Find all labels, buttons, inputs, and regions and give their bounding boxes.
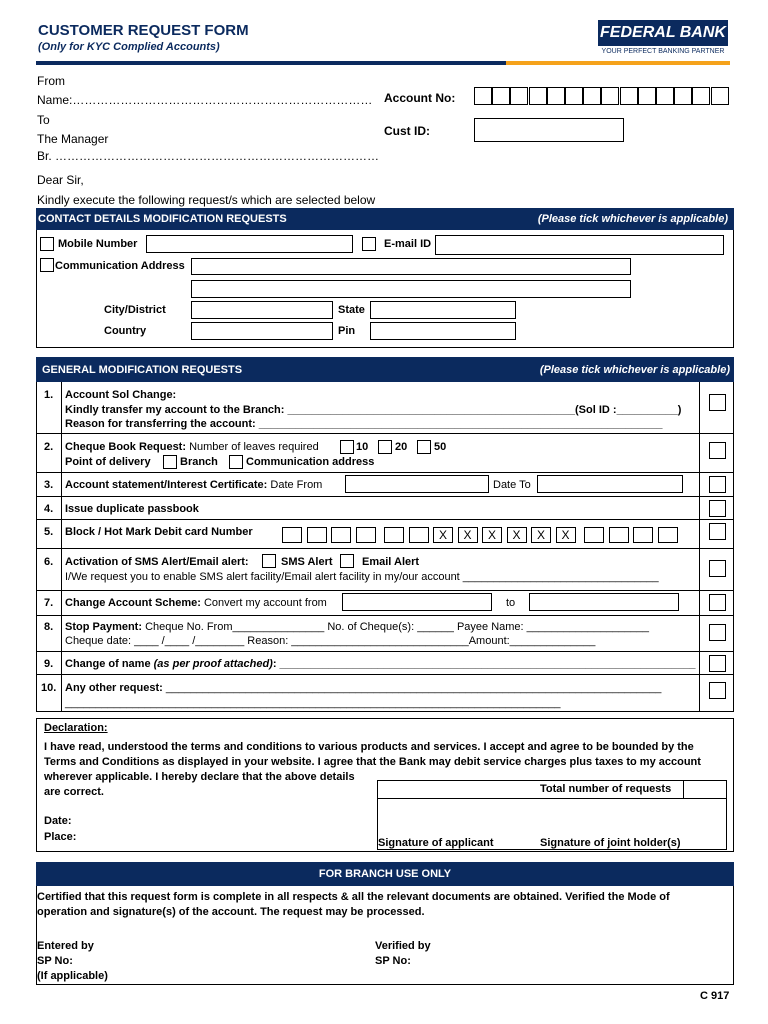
declaration-heading: Declaration:: [44, 722, 108, 734]
row-8-line1[interactable]: [65, 621, 649, 633]
row-1-number: 1.: [44, 389, 54, 401]
row-1-reason-line[interactable]: Reason for transferring the account: __________________________________________________________________: [65, 418, 663, 430]
contact-header: [36, 208, 734, 230]
declaration-text-4: are correct.: [44, 786, 104, 798]
delivery-branch-checkbox[interactable]: [163, 455, 177, 469]
verified-sp-label: SP No:: [375, 955, 411, 967]
row-sep: [36, 433, 734, 434]
card-digit-masked[interactable]: X: [482, 527, 502, 543]
intro-text: Kindly execute the following request/s which are selected below: [37, 193, 376, 207]
email-label: E-mail ID: [384, 238, 432, 250]
signature-joint-label: Signature of joint holder(s): [540, 837, 681, 849]
email-alert-checkbox[interactable]: [340, 554, 354, 568]
row-2-line1: [65, 441, 319, 453]
contact-note: (Please tick whichever is applicable): [537, 213, 728, 225]
bank-logo-text: FEDERAL BANK: [598, 20, 728, 46]
form-code: C 917: [700, 990, 730, 1002]
row-3-line: [65, 479, 322, 491]
row-9-line[interactable]: [65, 658, 696, 670]
row-7-tick[interactable]: [709, 594, 726, 611]
row-4-number: 4.: [44, 503, 54, 515]
branch-use-text-2: operation and signature(s) of the account. The request may be processed.: [37, 906, 425, 918]
leaves-50-label: 50: [434, 441, 447, 453]
account-no-cell[interactable]: [601, 87, 619, 105]
account-no-cell[interactable]: [529, 87, 547, 105]
card-number-field[interactable]: [282, 527, 682, 544]
country-input[interactable]: [191, 322, 333, 340]
date-to-label: Date To: [493, 479, 531, 491]
account-no-cell[interactable]: [547, 87, 565, 105]
row-3-tick[interactable]: [709, 476, 726, 493]
country-label: Country: [104, 325, 147, 337]
row-7-number: 7.: [44, 597, 54, 609]
row-10-label: Any other request:: [65, 682, 163, 694]
address-line-1[interactable]: [191, 258, 631, 275]
comm-address-label: Communication Address: [55, 260, 185, 272]
name-line[interactable]: Name:…………………………………………………………………: [37, 93, 373, 107]
row-1-branch-line[interactable]: [65, 404, 681, 416]
account-no-cell[interactable]: [692, 87, 710, 105]
card-digit-cell[interactable]: [609, 527, 629, 543]
row-6-number: 6.: [44, 556, 54, 568]
leaves-10-label: 10: [356, 441, 369, 453]
row-10-line[interactable]: [65, 682, 661, 694]
row-3-from: Date From: [270, 479, 323, 491]
row-sep: [36, 651, 734, 652]
account-no-cell[interactable]: [638, 87, 656, 105]
declaration-text-2: Terms and Conditions as displayed in your website. I agree that the Bank may debit service charges plus taxes to my account: [44, 756, 701, 768]
row-sep: [36, 472, 734, 473]
leaves-10-checkbox[interactable]: [340, 440, 354, 454]
declaration-text-1: I have read, understood the terms and conditions to various products and services. I accept and agree to be bounded by the: [44, 741, 694, 753]
scheme-from-input[interactable]: [342, 593, 492, 611]
mobile-input[interactable]: [146, 235, 353, 253]
row-6-label: Activation of SMS Alert/Email alert:: [65, 556, 249, 568]
row-1-title: Account Sol Change:: [65, 389, 177, 401]
account-no-label: Account No:: [384, 91, 456, 105]
card-digit-masked[interactable]: X: [507, 527, 527, 543]
account-no-cell[interactable]: [656, 87, 674, 105]
declaration-text-3: wherever applicable. I hereby declare that the above details: [44, 771, 355, 783]
row-2-text: Number of leaves required: [189, 441, 319, 453]
sms-alert-label: SMS Alert: [281, 556, 333, 568]
account-no-cell[interactable]: [711, 87, 729, 105]
row-7-line: [65, 597, 327, 609]
email-checkbox[interactable]: [362, 237, 376, 251]
row-8-tick[interactable]: [709, 624, 726, 641]
row-5-tick[interactable]: [709, 523, 726, 540]
card-digit-masked[interactable]: X: [556, 527, 576, 543]
account-no-cell[interactable]: [510, 87, 528, 105]
cust-id-field[interactable]: [474, 118, 624, 142]
row-5-number: 5.: [44, 526, 54, 538]
sms-alert-checkbox[interactable]: [262, 554, 276, 568]
card-digit-masked[interactable]: X: [531, 527, 551, 543]
row-sep: [36, 548, 734, 549]
place-label: Place:: [44, 831, 77, 843]
delivery-label: Point of delivery: [65, 456, 151, 468]
city-input[interactable]: [191, 301, 333, 319]
row-9-tick[interactable]: [709, 655, 726, 672]
account-no-cell[interactable]: [565, 87, 583, 105]
card-digit-cell[interactable]: [409, 527, 429, 543]
row-1-tick[interactable]: [709, 394, 726, 411]
verified-by-label: Verified by: [375, 940, 431, 952]
row-sep: [36, 590, 734, 591]
address-line-2[interactable]: [191, 280, 631, 298]
delivery-comm-checkbox[interactable]: [229, 455, 243, 469]
row-6-account-line[interactable]: I/We request you to enable SMS alert facility/Email alert facility in my/our account ________________________________: [65, 571, 659, 583]
general-note: (Please tick whichever is applicable): [539, 364, 730, 376]
comm-address-checkbox[interactable]: [40, 258, 54, 272]
account-no-cell[interactable]: [492, 87, 510, 105]
pin-label: Pin: [338, 325, 356, 337]
account-no-cell[interactable]: [674, 87, 692, 105]
mobile-checkbox[interactable]: [40, 237, 54, 251]
row-7-label: Change Account Scheme:: [65, 597, 201, 609]
state-label: State: [338, 304, 365, 316]
row-2-label: Cheque Book Request:: [65, 441, 187, 453]
row-sep: [36, 519, 734, 520]
delivery-comm-label: Communication address: [246, 456, 375, 468]
tick-col-divider: [699, 382, 700, 712]
bank-logo: [598, 20, 728, 58]
branch-use-heading: FOR BRANCH USE ONLY: [318, 868, 452, 880]
entered-sp-label: SP No:: [37, 955, 73, 967]
branch-line[interactable]: Br. ………………………………………………………………………: [37, 149, 380, 163]
header-rule-navy: [36, 61, 506, 65]
date-from-input[interactable]: [345, 475, 489, 493]
row-2-tick[interactable]: [709, 442, 726, 459]
row-4-label: Issue duplicate passbook: [65, 503, 199, 515]
date-to-input[interactable]: [537, 475, 683, 493]
total-requests-label: Total number of requests: [540, 783, 672, 795]
row-10-number: 10.: [41, 682, 57, 694]
row-3-number: 3.: [44, 479, 54, 491]
row-10-tick[interactable]: [709, 682, 726, 699]
row-9-rest: : ____________________________________________________________________: [272, 658, 696, 670]
row-10-line2[interactable]: _________________________________________________________________________________: [65, 697, 561, 709]
card-digit-cell[interactable]: [307, 527, 327, 543]
entered-by-label: Entered by: [37, 940, 94, 952]
card-digit-masked[interactable]: X: [433, 527, 453, 543]
delivery-branch-label: Branch: [180, 456, 218, 468]
row-3-label: Account statement/Interest Certificate:: [65, 479, 268, 491]
card-digit-cell[interactable]: [658, 527, 678, 543]
row-9-italic: (as per proof attached): [153, 658, 273, 670]
total-requests-input[interactable]: [684, 781, 726, 797]
card-digit-cell[interactable]: [356, 527, 376, 543]
row-1-branch-text: Kindly transfer my account to the Branch: _______________________________________________(Sol ID :__________): [65, 404, 682, 416]
scheme-to-label: to: [506, 597, 516, 609]
row-sep: [36, 674, 734, 675]
contact-heading: CONTACT DETAILS MODIFICATION REQUESTS: [38, 213, 287, 225]
account-no-cell[interactable]: [474, 87, 492, 105]
row-8-line2[interactable]: Cheque date: ____ /____ /________ Reason: _____________________________Amount:______________: [65, 635, 596, 647]
bank-logo-tagline: YOUR PERFECT BANKING PARTNER: [601, 48, 725, 55]
manager-label: The Manager: [37, 132, 109, 146]
to-label: To: [37, 113, 50, 127]
salutation: Dear Sir,: [37, 173, 84, 187]
card-digit-cell[interactable]: [633, 527, 653, 543]
row-sep: [36, 615, 734, 616]
total-row-line: [377, 798, 727, 799]
card-digit-masked[interactable]: X: [458, 527, 478, 543]
leaves-20-label: 20: [395, 441, 408, 453]
row-4-tick[interactable]: [709, 500, 726, 517]
leaves-50-checkbox[interactable]: [417, 440, 431, 454]
row-5-label: Block / Hot Mark Debit card Number: [65, 526, 253, 538]
state-input[interactable]: [370, 301, 516, 319]
row-10-underline: _________________________________________________________________________________: [165, 682, 662, 694]
card-digit-cell[interactable]: [384, 527, 404, 543]
account-no-cell[interactable]: [620, 87, 638, 105]
account-no-cell[interactable]: [583, 87, 601, 105]
form-title: CUSTOMER REQUEST FORM: [38, 22, 249, 39]
header-rule-orange: [506, 61, 730, 65]
row-2-number: 2.: [44, 441, 54, 453]
branch-use-text-1: Certified that this request form is complete in all respects & all the relevant documents are obtained. Verified the Mode of: [37, 891, 670, 903]
pin-input[interactable]: [370, 322, 516, 340]
mobile-label: Mobile Number: [58, 238, 138, 250]
row-7-text: Convert my account from: [203, 597, 327, 609]
card-digit-cell[interactable]: [331, 527, 351, 543]
row-8-cheque-text: Cheque No. From_______________ No. of Cheque(s): ______ Payee Name: ____________________: [145, 621, 650, 633]
row-9-label: Change of name: [65, 658, 151, 670]
city-label: City/District: [104, 304, 166, 316]
branch-use-header: [36, 862, 734, 886]
row-sep: [36, 496, 734, 497]
from-label: From: [37, 74, 65, 88]
date-label: Date:: [44, 815, 72, 827]
if-applicable-label: (If applicable): [37, 970, 108, 982]
card-digit-cell[interactable]: [282, 527, 302, 543]
scheme-to-input[interactable]: [529, 593, 679, 611]
cust-id-label: Cust ID:: [384, 124, 430, 138]
leaves-20-checkbox[interactable]: [378, 440, 392, 454]
email-alert-label: Email Alert: [362, 556, 420, 568]
email-input[interactable]: [435, 235, 724, 255]
row-8-number: 8.: [44, 621, 54, 633]
row-6-tick[interactable]: [709, 560, 726, 577]
general-heading: GENERAL MODIFICATION REQUESTS: [42, 364, 243, 376]
card-digit-cell[interactable]: [584, 527, 604, 543]
form-subtitle: (Only for KYC Complied Accounts): [38, 41, 220, 53]
row-8-label: Stop Payment:: [65, 621, 143, 633]
account-no-field[interactable]: [474, 87, 730, 105]
general-header: [36, 357, 734, 382]
signature-applicant-label: Signature of applicant: [378, 837, 494, 849]
row-9-number: 9.: [44, 658, 54, 670]
